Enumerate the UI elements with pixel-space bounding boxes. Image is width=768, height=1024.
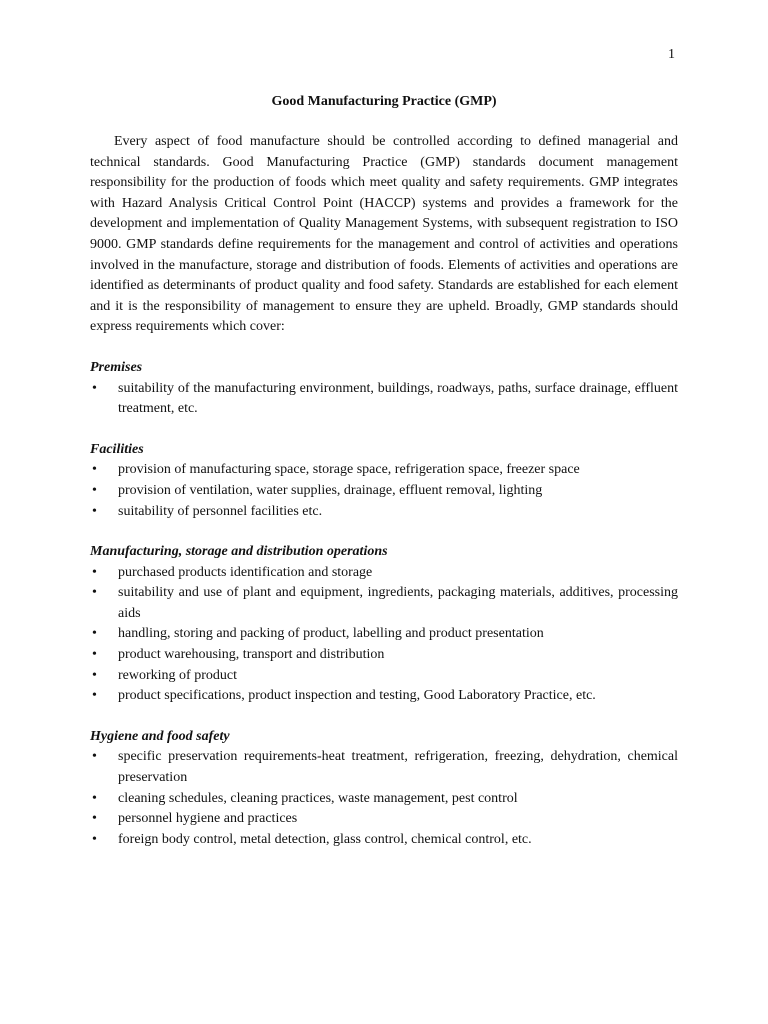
list-item [90,481,678,502]
list-item [90,563,678,584]
list-item-text: reworking of product [118,667,237,683]
bullet-icon: • [92,564,97,580]
bullet-icon: • [92,749,97,765]
list-item [90,502,678,523]
list-item-text: product specifications, product inspection and testing, Good Laboratory Practice, etc. [118,688,596,704]
intro-paragraph: Every aspect of food manufacture should be controlled according to defined managerial and technical standards. Good Manufacturing Practice (GMP) standards document management responsibility for the production of foods which meet quality and safety requirements. GMP integrates with Hazard Analysis Critical Control Point (HACCP) systems and provides a framework for the development and implementation of Quality Management Systems, with subsequent registration to ISO 9000. GMP standards define requirements for the management and control of activities and operations involved in the manufacture, storage and distribution of foods. Elements of activities and operations are identified as determinants of product quality and food safety. Standards are established for each element and it is the responsibility of management to ensure they are upheld. Broadly, GMP standards should express requirements which cover: [90,134,678,335]
section-facilities [90,440,678,522]
list-item [90,624,678,645]
bullet-icon: • [92,688,97,704]
list-item [90,747,678,788]
list-item [90,379,678,420]
section-heading: Hygiene and food safety [90,728,230,744]
list-item-text: cleaning schedules, cleaning practices, waste management, pest control [118,790,518,806]
bullet-icon: • [92,790,97,806]
bullet-icon: • [92,667,97,683]
bullet-icon: • [92,647,97,663]
section-operations [90,542,678,707]
section-premises [90,358,678,420]
list-item [90,809,678,830]
bullet-icon: • [92,462,97,478]
list-item-text: suitability of personnel facilities etc. [118,503,323,519]
list-item-text: purchased products identification and storage [118,564,373,580]
list-item-text: specific preservation requirements-heat treatment, refrigeration, freezing, dehydration, chemical preservation [118,749,678,786]
bullet-icon: • [92,831,97,847]
list-item [90,789,678,810]
section-hygiene [90,727,678,851]
bullet-list [90,460,678,522]
list-item [90,666,678,687]
document-title: Good Manufacturing Practice (GMP) [271,94,497,109]
list-item-text: suitability and use of plant and equipment, ingredients, packaging materials, additives, processing aids [118,585,678,621]
section-heading: Facilities [90,441,144,457]
section-heading: Manufacturing, storage and distribution operations [90,544,388,560]
bullet-list [90,379,678,420]
list-item-text: foreign body control, metal detection, glass control, chemical control, etc. [118,831,532,847]
list-item-text: provision of ventilation, water supplies, drainage, effluent removal, lighting [118,482,543,498]
bullet-icon: • [92,503,97,519]
list-item [90,686,678,707]
bullet-icon: • [92,482,97,498]
list-item-text: provision of manufacturing space, storage space, refrigeration space, freezer space [118,462,580,478]
list-item-text: personnel hygiene and practices [118,811,298,827]
list-item-text: suitability of the manufacturing environment, buildings, roadways, paths, surface drainage, effluent treatment, etc. [118,380,678,417]
list-item [90,645,678,666]
list-item [90,460,678,481]
list-item-text: handling, storing and packing of product, labelling and product presentation [118,626,544,642]
bullet-icon: • [92,380,97,396]
list-item [90,583,678,624]
page-number: 1 [668,47,675,62]
bullet-icon: • [92,585,97,601]
bullet-list [90,563,678,707]
document-body [90,132,678,850]
bullet-icon: • [92,626,97,642]
list-item-text: product warehousing, transport and distribution [118,647,385,663]
list-item [90,830,678,851]
bullet-icon: • [92,811,97,827]
section-heading: Premises [90,359,143,375]
bullet-list [90,747,678,850]
